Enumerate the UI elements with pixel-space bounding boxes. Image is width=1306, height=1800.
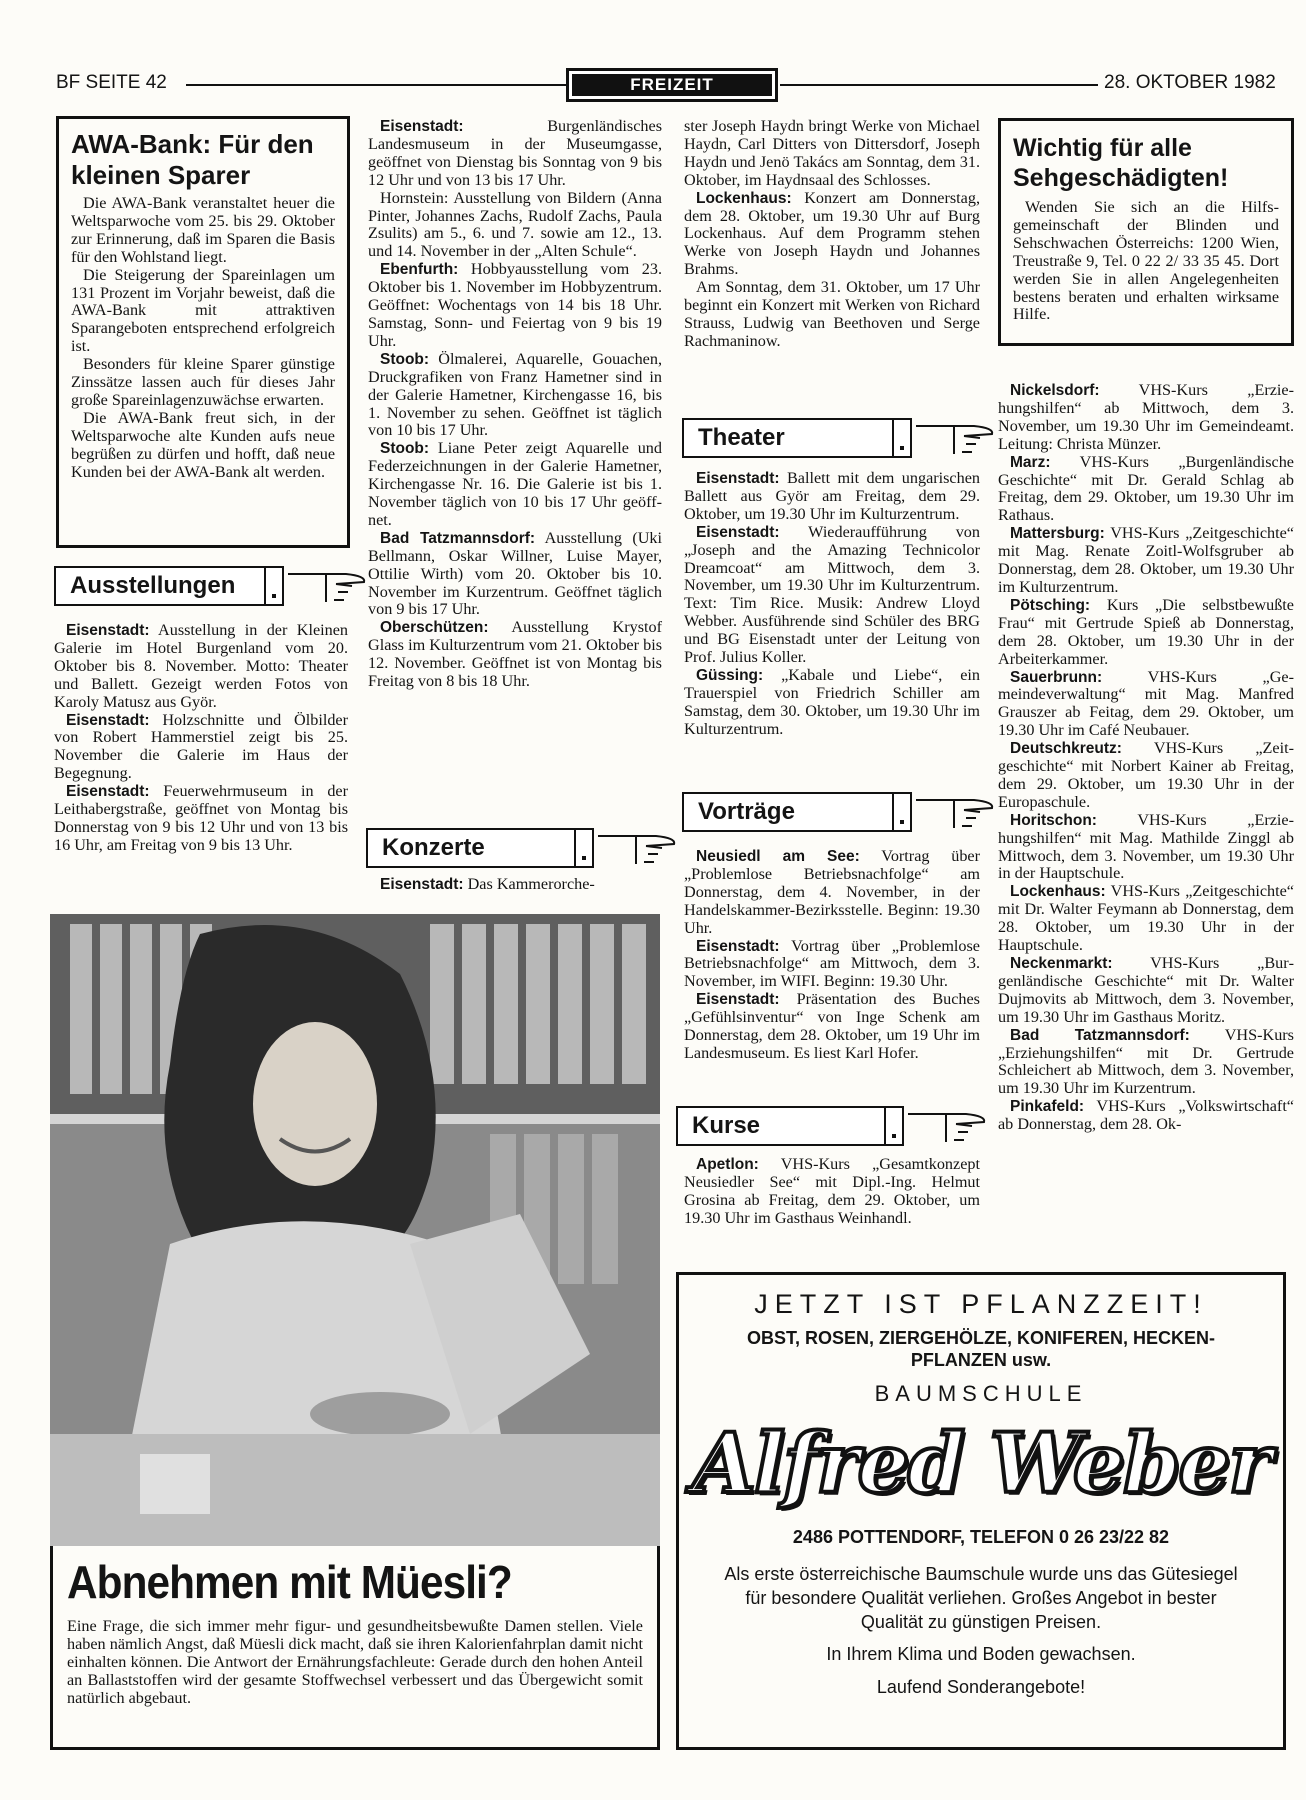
- muesli-textbox: [50, 1546, 660, 1750]
- ad-line5: In Ihrem Klima und Boden gewachsen.: [826, 1644, 1136, 1664]
- ad-baumschule: BAUMSCHULE: [874, 1381, 1088, 1406]
- muesli-body: Eine Frage, die sich immer mehr figur- und gesundheitsbewußte Damen stellen. Viele haben nämlich Angst, daß Müesli dick macht, daß sie ihren Kalorienfahrplan damit nicht einhalten können. Die Antwort der Ernährungsfachleute: Gerade durch den hohen Anteil an Ballaststoffen wird der gesamte Stoffwechsel verbessert und das Übergewicht somit natürlich abgebaut.: [67, 1617, 643, 1707]
- muesli-photo: [50, 914, 660, 1546]
- muesli-headline: Abnehmen mit Müesli?: [67, 1556, 512, 1608]
- ad-address: 2486 POTTENDORF, TELEFON 0 26 23/22 82: [792, 1527, 1170, 1547]
- header-left: BF SEITE 42: [56, 72, 167, 93]
- ad-subline: OBST, ROSEN, ZIERGEHÖLZE, KONIFEREN, HECKEN-: [746, 1328, 1216, 1348]
- awa-box: [56, 116, 350, 548]
- col2-body: Eisenstadt: Burgenländisches Landesmuseum in der Museumgasse, geöffnet von Dienstag bis Sonntag von 9 bis 12 Uhr und von 13 bis 17 Uhr. Hornstein: Ausstellung von Bildern (Anna Pinter, Johannes Zachs, Rudolf Zachs, Paula Zsulits) am 5., 6. und 7. sowie am 12., 13. und 14. November in der „Alten Schule“. Ebenfurth: Hobbyausstellung vom 23. Oktober bis 1. November im Hobbyzentrum. Geöffnet: Wochentags von 14 bis 18 Uhr. Samstag, Sonn- und Feiertag von 9 bis 19 Uhr. Stoob: Ölmalerei, Aquarelle, Gouachen, Druckgrafiken von Franz Hametner sind in der Galerie Hametner, Kirchengasse 16, bis 1. November zu sehen. Geöffnet ist täglich von 10 bis 17 Uhr. Stoob: Liane Peter zeigt Aquarelle und Federzeichnungen in der Galerie Hametner, Kirchengasse Nr. 16. Die Galerie ist bis 1. November täglich von 10 bis 17 Uhr geöffnet. Bad Tatzmannsdorf: Ausstellung (Uki Bellmann, Oskar Willner, Luise Mayer, Ottilie Wirth) vom 20. Oktober bis 10. November im Kurzentrum. Geöffnet täglich von 9 bis 17 Uhr. Oberschützen: Ausstellung Krystof Glass im Kulturzentrum vom 21. Oktober bis 12. November. Geöffnet ist von Montag bis Freitag von 8 bis 18 Uhr.: [368, 117, 662, 691]
- awa-title: AWA-Bank: Für den kleinen Sparer: [71, 129, 314, 190]
- ad-headline: JETZT IST PFLANZZEIT!: [754, 1289, 1208, 1319]
- kurse-body: Apetlon: VHS-Kurs „Gesamtkonzept Neusiedler See“ mit Dipl.-Ing. Helmut Grosina ab Freitag, dem 29. Oktober, um 19.30 Uhr im Gasthaus Weinhandl.: [684, 1155, 980, 1227]
- pointing-hand-icon: [286, 572, 368, 604]
- heading-theater: Theater: [682, 418, 892, 458]
- pointing-hand-icon: [596, 834, 678, 866]
- pointing-hand-icon: [914, 798, 996, 830]
- heading-kurse: Kurse: [676, 1106, 884, 1146]
- col4-body: Nickelsdorf: VHS-Kurs „Erziehungshilfen“ ab Mittwoch, dem 3. November, um 19.30 Uhr im Gemeindeamt. Leitung: Christa Münzer. Marz: VHS-Kurs „Burgenländische Geschichte“ mit Dr. Gerald Schlag ab Freitag, dem 29. Oktober, um 19.30 Uhr im Rathaus. Mattersburg: VHS-Kurs „Zeitgeschichte“ mit Mag. Renate Zoitl-Wolfsgruber ab Donnerstag, dem 28. Oktober, um 19.30 Uhr im Kulturzentrum. Pötsching: Kurs „Die selbstbewußte Frau“ mit Gertrude Spieß ab Donnerstag, dem 28. Oktober, um 19.30 Uhr in der Arbeiterkammer. Sauerbrunn: VHS-Kurs „Gemeindeverwaltung“ mit Mag. Manfred Grauszer ab Feitag, dem 29. Oktober, um 19.30 Uhr im Café Neubauer. Deutschkreutz: VHS-Kurs „Zeitgeschichte“ mit Norbert Kainer ab Freitag, dem 29. Oktober, um 19.30 Uhr in der Europaschule. Horitschon: VHS-Kurs „Erziehungshilfen“ mit Mag. Mathilde Zinggl ab Mittwoch, dem 3. November, um 19.30 Uhr in der Hauptschule. Lockenhaus: VHS-Kurs „Zeitgeschichte“ mit Dr. Walter Feymann ab Donnerstag, dem 28. Oktober, um 19.30 Uhr in der Hauptschule. Neckenmarkt: VHS-Kurs „Burgenländische Geschichte“ mit Dr. Walter Dujmovits ab Mittwoch, dem 3. November, um 19.30 Uhr im Gasthaus Moritz. Bad Tatzmannsdorf: VHS-Kurs „Erziehungshilfen“ mit Dr. Gertrude Schleichert ab Mittwoch, dem 3. November, um 19.30 Uhr im Kurzentrum. Pinkafeld: VHS-Kurs „Volkswirtschaft“ ab Donnerstag, dem 28. Ok-: [998, 381, 1294, 1134]
- heading-ausstellungen: Ausstellungen: [54, 566, 264, 606]
- ausstellungen-body: Eisenstadt: Ausstellung in der Kleinen Galerie im Hotel Burgenland vom 20. Oktober bis 8. November. Motto: Theater und Ballett. Gezeigt werden Fotos von Karoly Matusz aus Györ. Eisenstadt: Holzschnitte und Ölbilder von Robert Hammerstiel zeigt bis 25. November die Galerie im Haus der Begegnung. Eisenstadt: Feuerwehrmuseum in der Leithabergstraße, geöffnet von Montag bis Donnerstag von 9 bis 12 Uhr und von 13 bis 16 Uhr, am Freitag von 9 bis 13 Uhr.: [54, 621, 348, 854]
- pointing-hand-icon: [906, 1112, 988, 1144]
- header-rule-right: [780, 84, 1098, 86]
- header-date: 28. OKTOBER 1982: [1104, 72, 1276, 93]
- ad-body: Als erste österreichische Baumschule wurde uns das Gütesiegel für besondere Qualität verliehen. Großes Angebot in bester Qualität zu günstigen Preisen.: [724, 1564, 1238, 1632]
- ad-logo: Alfred Weber: [692, 1416, 1270, 1512]
- heading-vortraege: Vorträge: [682, 792, 892, 832]
- sehgesch-box: [998, 118, 1294, 346]
- section-label-text: FREIZEIT: [630, 75, 714, 94]
- theater-body: Eisenstadt: Ballett mit dem ungarischen Ballett aus Györ am Freitag, dem 29. Oktober, um 19.30 Uhr im Kulturzentrum. Eisenstadt: Wiederaufführung von „Joseph and the Amazing Technicolor Dreamcoat“ am Mittwoch, dem 3. November, um 19.30 Uhr im Kulturzentrum. Text: Tim Rice. Musik: Andrew Lloyd Webber. Ausführende sind Schüler des BRG und BG Eisenstadt unter der Leitung von Prof. Julius Koller. Güssing: „Kabale und Liebe“, ein Trauerspiel von Friedrich Schiller am Samstag, dem 30. Oktober, um 19.30 Uhr im Kulturzentrum.: [684, 469, 980, 738]
- sehgesch-title: Wichtig für alle Sehgeschädigten!: [1013, 134, 1229, 192]
- header-rule-left: [186, 84, 566, 86]
- pointing-hand-icon: [914, 424, 996, 456]
- ad-subline-2: PFLANZEN usw.: [910, 1350, 1052, 1370]
- vortraege-body: Neusiedl am See: Vortrag über „Problemlose Betriebsnachfolge“ am Donnerstag, dem 4. November, in der Handelskammer-Bezirksstelle. Beginn: 19.30 Uhr. Eisenstadt: Vortrag über „Problemlose Betriebsnachfolge“ am Mittwoch, dem 3. November, im WIFI. Beginn: 19.30 Uhr. Eisenstadt: Präsentation des Buches „Gefühlsinventur“ von Inge Schenk am Donnerstag, dem 28. Oktober, um 19 Uhr im Landesmuseum. Es liest Karl Hofer.: [684, 847, 980, 1062]
- heading-konzerte: Konzerte: [366, 828, 574, 868]
- sehgesch-body: Wenden Sie sich an die Hilfsgemeinschaft der Blinden und Sehschwachen Österreichs: 1200 Wien, Treustraße 9, Tel. 0 22 2/ 33 35 45. Dort werden Sie in allen Angelegenheiten bestens beraten und erhalten wirksame Hilfe.: [1013, 198, 1279, 324]
- awa-body: Die AWA-Bank veranstaltet heuer die Weltsparwoche vom 25. bis 29. Oktober zur Erinnerung, daß im Sparen die Basis für den Wohlstand liegt. Die Steigerung der Spareinlagen um 131 Prozent im Vorjahr beweist, daß die AWA-Bank mit attraktiven Sparangeboten entsprechend erfolgreich ist. Besonders für kleine Sparer günstige Zinssätze lassen auch für dieses Jahr große Spareinlagenzuwächse erwarten. Die AWA-Bank freut sich, in der Weltsparwoche alte Kunden aufs neue begrüßen zu dürfen und hofft, daß neue Kunden bei der AWA-Bank alt werden.: [71, 194, 335, 481]
- col3-top: ster Joseph Haydn bringt Werke von Michael Haydn, Carl Ditters von Dittersdorf, Joseph Haydn und Jenö Takács am Sonntag, dem 31. Oktober, im Haydnsaal des Schlosses. Lockenhaus: Konzert am Donnerstag, dem 28. Oktober, um 19.30 Uhr auf Burg Lockenhaus. Auf dem Programm stehen Werke von Joseph Haydn und Johannes Brahms. Am Sonntag, dem 31. Oktober, um 17 Uhr beginnt ein Konzert mit Werken von Richard Strauss, Ludwig van Beethoven und Serge Rachmaninow.: [684, 117, 980, 350]
- ad-line6: Laufend Sonderangebote!: [876, 1677, 1086, 1697]
- baumschule-ad: [676, 1272, 1286, 1750]
- konzerte-body: Eisenstadt: Das Kammerorche-: [380, 875, 595, 893]
- woman-with-muesli-photo: [50, 914, 660, 1546]
